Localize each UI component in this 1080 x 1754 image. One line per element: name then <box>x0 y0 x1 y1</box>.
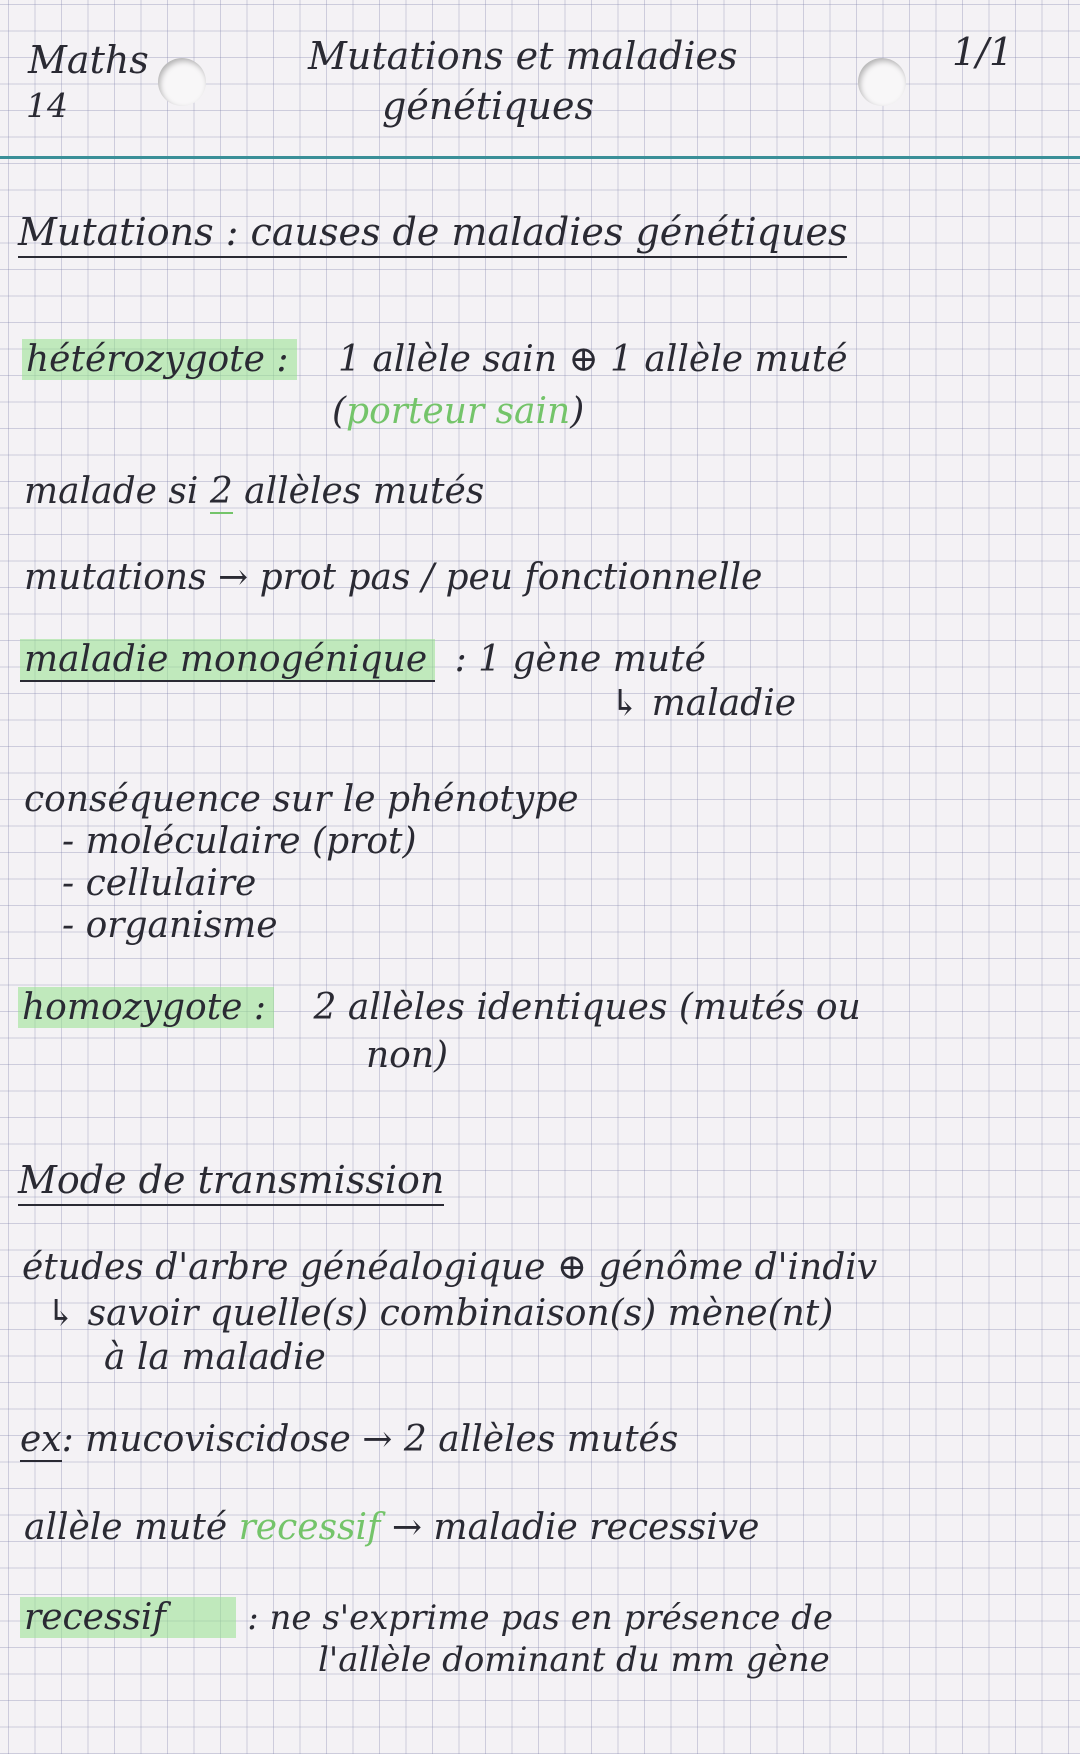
recessif-green: recessif <box>238 1507 381 1548</box>
allele-suffix: → maladie recessive <box>380 1507 760 1548</box>
homozygote-row <box>18 988 861 1028</box>
allele-recessif-line <box>24 1508 759 1548</box>
example-text: : mucoviscidose → 2 allèles mutés <box>61 1419 679 1460</box>
recessif-term: recessif <box>20 1597 236 1638</box>
homozygote-term: homozygote : <box>18 987 274 1028</box>
subject-label: Maths <box>28 38 149 82</box>
consequence-item-1: - moléculaire (prot) <box>62 821 417 862</box>
consequence-item-2: - cellulaire <box>62 863 257 904</box>
heterozygote-row <box>22 340 848 380</box>
header-divider <box>0 156 1080 159</box>
heterozygote-note <box>332 392 584 432</box>
heterozygote-definition: 1 allèle sain ⊕ 1 allèle muté <box>337 339 848 380</box>
heterozygote-term: hétérozygote : <box>22 339 297 380</box>
example-line <box>20 1420 678 1460</box>
paren-open: ( <box>332 391 347 432</box>
malade-prefix: malade si <box>24 471 210 512</box>
monogenique-definition: : 1 gène muté <box>454 639 706 680</box>
malade-suffix: allèles mutés <box>232 471 485 512</box>
section-title-mutations: Mutations : causes de maladies génétiques <box>18 212 847 258</box>
recessif-definition: : ne s'exprime pas en présence de <box>247 1598 834 1638</box>
etudes-line-2: ↳ savoir quelle(s) combinaison(s) mène(nt) <box>46 1293 834 1334</box>
punch-hole-right <box>858 58 906 106</box>
title-line-1: Mutations et maladies <box>308 34 738 78</box>
etudes-line-3: à la maladie <box>104 1337 326 1378</box>
recessif-definition-cont: l'allèle dominant du mm gène <box>318 1640 830 1680</box>
page-number: 1/1 <box>952 30 1014 74</box>
consequence-item-3: - organisme <box>62 905 278 946</box>
recessif-row <box>20 1598 833 1638</box>
card-number: 14 <box>26 86 68 125</box>
paren-close: ) <box>570 391 585 432</box>
allele-prefix: allèle muté <box>24 1507 239 1548</box>
etudes-line-1: études d'arbre généalogique ⊕ génôme d'indiv <box>22 1247 878 1288</box>
monogenique-row <box>20 640 706 680</box>
monogenique-term: maladie monogénique <box>20 639 435 682</box>
example-label: ex <box>20 1419 62 1460</box>
title-line-2: génétiques <box>382 84 594 128</box>
malade-count: 2 <box>209 471 233 512</box>
homozygote-definition: 2 allèles identiques (mutés ou <box>313 987 861 1028</box>
homozygote-definition-cont: non) <box>366 1035 449 1076</box>
consequence-title: conséquence sur le phénotype <box>24 779 579 820</box>
monogenique-arrow: ↳ maladie <box>610 683 797 724</box>
mutations-line: mutations → prot pas / peu fonctionnelle <box>24 557 763 598</box>
porteur-sain-note: porteur sain <box>346 391 571 432</box>
punch-hole-left <box>158 58 206 106</box>
malade-line <box>24 472 484 512</box>
section-title-transmission: Mode de transmission <box>18 1160 444 1206</box>
